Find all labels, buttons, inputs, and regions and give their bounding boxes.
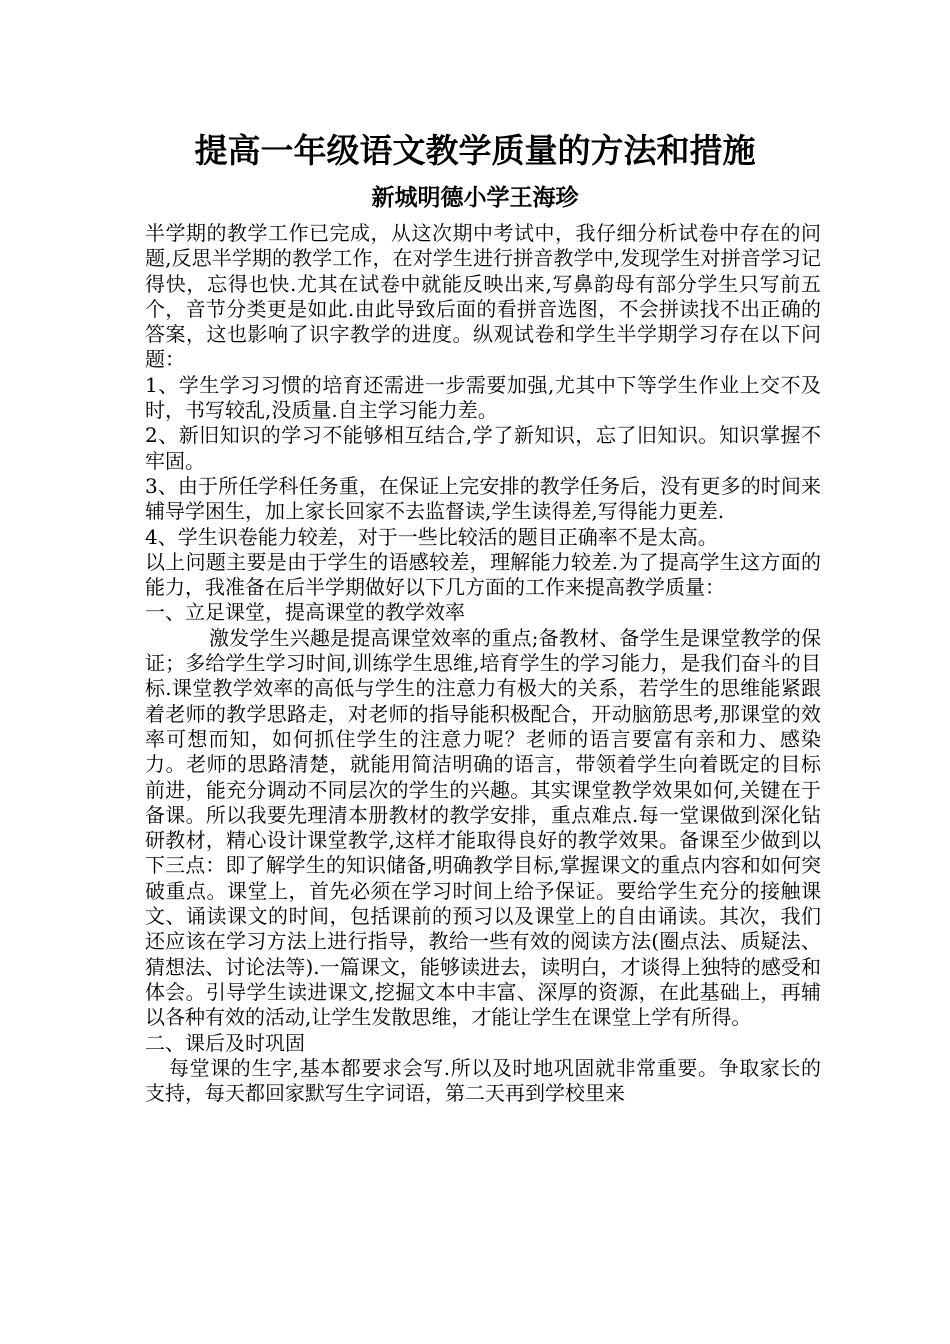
- document-body: [145, 221, 821, 1106]
- paragraph-summary: 以上问题主要是由于学生的语感较差，理解能力较差.为了提高学生这方面的能力，我准备在后半学期做好以下几方面的工作来提高教学质量：: [145, 549, 821, 600]
- paragraph-intro: 半学期的教学工作已完成，从这次期中考试中，我仔细分析试卷中存在的问题,反思半学期的教学工作，在对学生进行拼音教学中,发现学生对拼音学习记得快，忘得也快.尤其在试卷中就能反映出来,写鼻韵母有部分学生只写前五个，音节分类更是如此.由此导致后面的看拼音选图，不会拼读找不出正确的答案，这也影响了识字教学的进度。纵观试卷和学生半学期学习存在以下问题：: [145, 221, 821, 372]
- paragraph-problem-2: 2、新旧知识的学习不能够相互结合,学了新知识，忘了旧知识。知识掌握不牢固。: [145, 423, 821, 473]
- document-author: 新城明德小学王海珍: [371, 185, 579, 211]
- paragraph-section-2: 每堂课的生字,基本都要求会写.所以及时地巩固就非常重要。争取家长的支持，每天都回家默写生字词语，第二天再到学校里来: [145, 1055, 821, 1106]
- document-title: 提高一年级语文教学质量的方法和措施: [194, 131, 756, 170]
- paragraph-section-1: 激发学生兴趣是提高课堂效率的重点;备教材、备学生是课堂教学的保证；多给学生学习时间,训练学生思维,培育学生的学习能力，是我们奋斗的目标.课堂教学效率的高低与学生的注意力有极大的关系，若学生的思维能紧跟着老师的教学思路走，对老师的指导能积极配合，开动脑筋思考,那课堂的效率可想而知，如何抓住学生的注意力呢？老师的语言要富有亲和力、感染力。老师的思路清楚，就能用简洁明确的语言，带领着学生向着既定的目标前进，能充分调动不同层次的学生的兴趣。其实课堂教学效果如何,关键在于备课。所以我要先理清本册教材的教学安排，重点难点.每一堂课做到深化钻研教材，精心设计课堂教学,这样才能取得良好的教学效果。备课至少做到以下三点：即了解学生的知识储备,明确教学目标,掌握课文的重点内容和如何突破重点。课堂上，首先必须在学习时间上给予保证。要给学生充分的接触课文、诵读课文的时间，包括课前的预习以及课堂上的自由诵读。其次，我们还应该在学习方法上进行指导，教给一些有效的阅读方法(圈点法、质疑法、猜想法、讨论法等).一篇课文，能够读进去，读明白，才谈得上独特的感受和体会。引导学生读进课文,挖掘文本中丰富、深厚的资源，在此基础上，再辅以各种有效的活动,让学生发散思维，才能让学生在课堂上学有所得。: [145, 625, 821, 1030]
- paragraph-problem-3: 3、由于所任学科任务重，在保证上完安排的教学任务后，没有更多的时间来辅导学困生，加上家长回家不去监督读,学生读得差,写得能力更差.: [145, 473, 821, 524]
- paragraph-problem-4: 4、学生识卷能力较差，对于一些比较活的题目正确率不是太高。: [145, 524, 718, 549]
- section-heading-1: 一、立足课堂，提高课堂的教学效率: [145, 600, 465, 625]
- section-heading-2: 二、课后及时巩固: [145, 1030, 305, 1055]
- paragraph-problem-1: 1、学生学习习惯的培育还需进一步需要加强,尤其中下等学生作业上交不及时，书写较乱,没质量.自主学习能力差。: [145, 372, 821, 423]
